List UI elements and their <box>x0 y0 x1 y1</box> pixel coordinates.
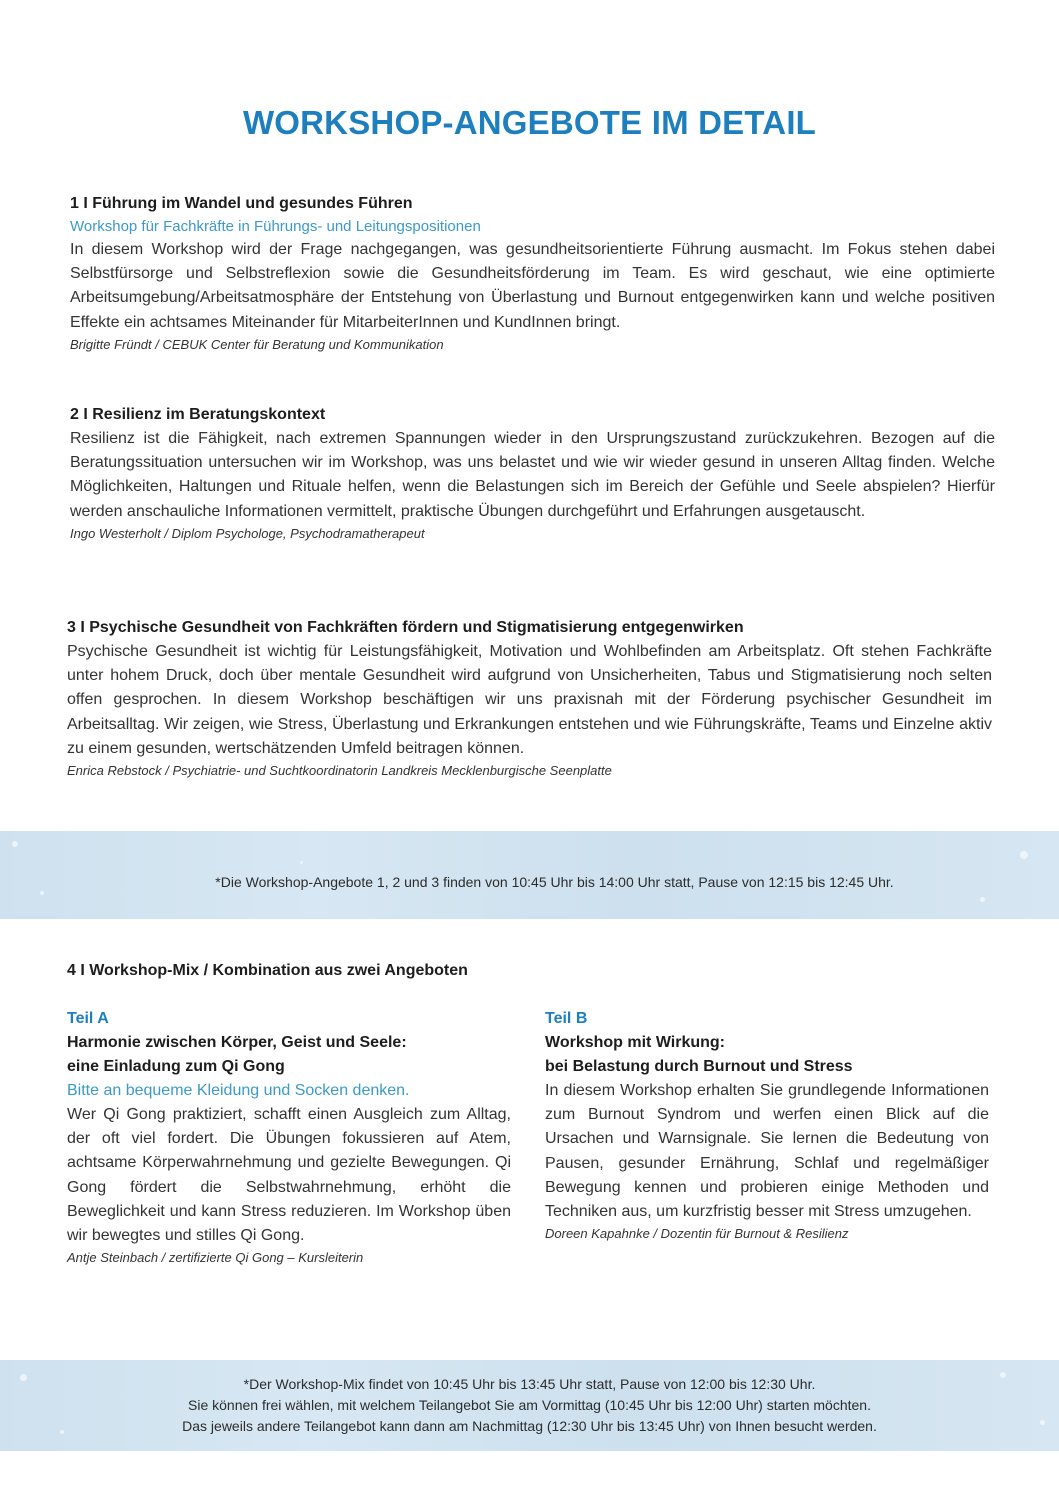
teil-a-title-2: eine Einladung zum Qi Gong <box>67 1058 285 1075</box>
workshop-2-author: Ingo Westerholt / Diplom Psychologe, Psychodramatherapeut <box>70 525 425 541</box>
workshop-1 <box>70 192 995 355</box>
workshop-1-subtitle: Workshop für Fachkräfte in Führungs- und Leitungspositionen <box>70 218 481 235</box>
workshop-1-heading: 1 I Führung im Wandel und gesundes Führen <box>70 195 413 212</box>
workshop-3-heading: 3 I Psychische Gesundheit von Fachkräften fördern und Stigmatisierung entgegenwirken <box>67 619 744 636</box>
teil-a-subtitle: Bitte an bequeme Kleidung und Socken denken. <box>67 1082 410 1099</box>
schedule-band-1 <box>0 831 1059 919</box>
schedule-note-2-line-1: *Der Workshop-Mix findet von 10:45 Uhr bis 13:45 Uhr statt, Pause von 12:00 bis 12:30 Uhr. <box>243 1376 816 1392</box>
workshop-2-heading: 2 I Resilienz im Beratungskontext <box>70 406 326 423</box>
teil-b-title-2: bei Belastung durch Burnout und Stress <box>545 1058 853 1075</box>
schedule-note-2-line-3: Das jeweils andere Teilangebot kann dann am Nachmittag (12:30 Uhr bis 13:45 Uhr) von Ihnen besucht werden. <box>182 1418 877 1434</box>
schedule-note-2-line-2: Sie können frei wählen, mit welchem Teilangebot Sie am Vormittag (10:45 Uhr bis 12:00 Uhr) starten möchten. <box>188 1397 871 1413</box>
teil-a-label: Teil A <box>67 1010 109 1027</box>
schedule-note-1: *Die Workshop-Angebote 1, 2 und 3 finden von 10:45 Uhr bis 14:00 Uhr statt, Pause von 12:15 bis 12:45 Uhr. <box>215 874 894 890</box>
schedule-band-2 <box>0 1360 1059 1451</box>
workshop-3-body: Psychische Gesundheit ist wichtig für Leistungsfähigkeit, Motivation und Wohlbefinden am Arbeitsplatz. Oft stehen Fachkräfte unter hohem Druck, doch über mentale Gesundheit wird aufgrund von Unsicherheiten, Tabus und Stigmatisierung noch selten offen gesprochen. In diesem Workshop beschäftigen wir uns praxisnah mit der Förderung psychischer Gesundheit im Arbeitsalltag. Wir zeigen, wie Stress, Überlastung und Erkrankungen entstehen und wie Führungskräfte, Teams und Einzelne aktiv zu einem gesunden, wertschätzenden Umfeld beitragen können. <box>67 643 992 757</box>
teil-a-title-1: Harmonie zwischen Körper, Geist und Seele: <box>67 1034 407 1051</box>
teil-b-label: Teil B <box>545 1010 588 1027</box>
schedule-note-2 <box>0 1360 1059 1437</box>
workshop-2 <box>70 403 995 544</box>
teil-a-author: Antje Steinbach / zertifizierte Qi Gong – Kursleiterin <box>67 1250 364 1266</box>
workshop-1-author: Brigitte Fründt / CEBUK Center für Beratung und Kommunikation <box>70 336 444 352</box>
teil-b-author: Doreen Kapahnke / Dozentin für Burnout & Resilienz <box>545 1226 849 1242</box>
workshop-3 <box>67 616 992 781</box>
workshop-4 <box>67 959 992 983</box>
workshop-3-author: Enrica Rebstock / Psychiatrie- und Suchtkoordinatorin Landkreis Mecklenburgische Seenplatte <box>67 763 612 779</box>
teil-a-body: Wer Qi Gong praktiziert, schafft einen Ausgleich zum Alltag, der oft viel fordert. Die Übungen fokussieren auf Atem, achtsame Körperwahrnehmung und gezielte Bewegungen. Qi Gong fördert die Selbstwahrnehmung, erhöht die Beweglichkeit und kann Stress reduzieren. Im Workshop üben wir bewegtes und stilles Qi Gong. <box>67 1106 511 1245</box>
teil-b-body: In diesem Workshop erhalten Sie grundlegende Informationen zum Burnout Syndrom und werfen einen Blick auf die Ursachen und Warnsignale. Sie lernen die Bedeutung von Pausen, gesunder Ernährung, Schlaf und regelmäßiger Bewegung kennen und probieren einige Methoden und Techniken aus, um kurzfristig besser mit Stress umzugehen. <box>545 1082 989 1221</box>
page-title: WORKSHOP-ANGEBOTE IM DETAIL <box>242 104 817 141</box>
workshop-1-body: In diesem Workshop wird der Frage nachgegangen, was gesundheitsorientierte Führung ausmacht. Im Fokus stehen dabei Selbstfürsorge und Selbstreflexion sowie die Gesundheitsförderung im Team. Es wird geschaut, wie eine optimierte Arbeitsumgebung/Arbeitsatmosphäre der Entstehung von Überlastung und Burnout entgegenwirken kann und welche positiven Effekte ein achtsames Miteinander für MitarbeiterInnen und KundInnen bringt. <box>70 241 995 331</box>
teil-b-title-1: Workshop mit Wirkung: <box>545 1034 725 1051</box>
teil-b <box>545 1007 989 1244</box>
workshop-2-body: Resilienz ist die Fähigkeit, nach extremen Spannungen wieder in den Ursprungszustand zurückzukehren. Bezogen auf die Beratungssituation untersuchen wir im Workshop, was uns belastet und wie wir wieder gesund in unseren Alltag finden. Welche Möglichkeiten, Haltungen und Rituale helfen, wenn die Belastungen sich im Bereich der Gefühle und Seele abspielen? Hierfür werden anschauliche Informationen vermittelt, praktische Übungen durchgeführt und Erfahrungen ausgetauscht. <box>70 430 995 520</box>
workshop-4-heading: 4 I Workshop-Mix / Kombination aus zwei Angeboten <box>67 962 468 979</box>
teil-a <box>67 1007 511 1268</box>
